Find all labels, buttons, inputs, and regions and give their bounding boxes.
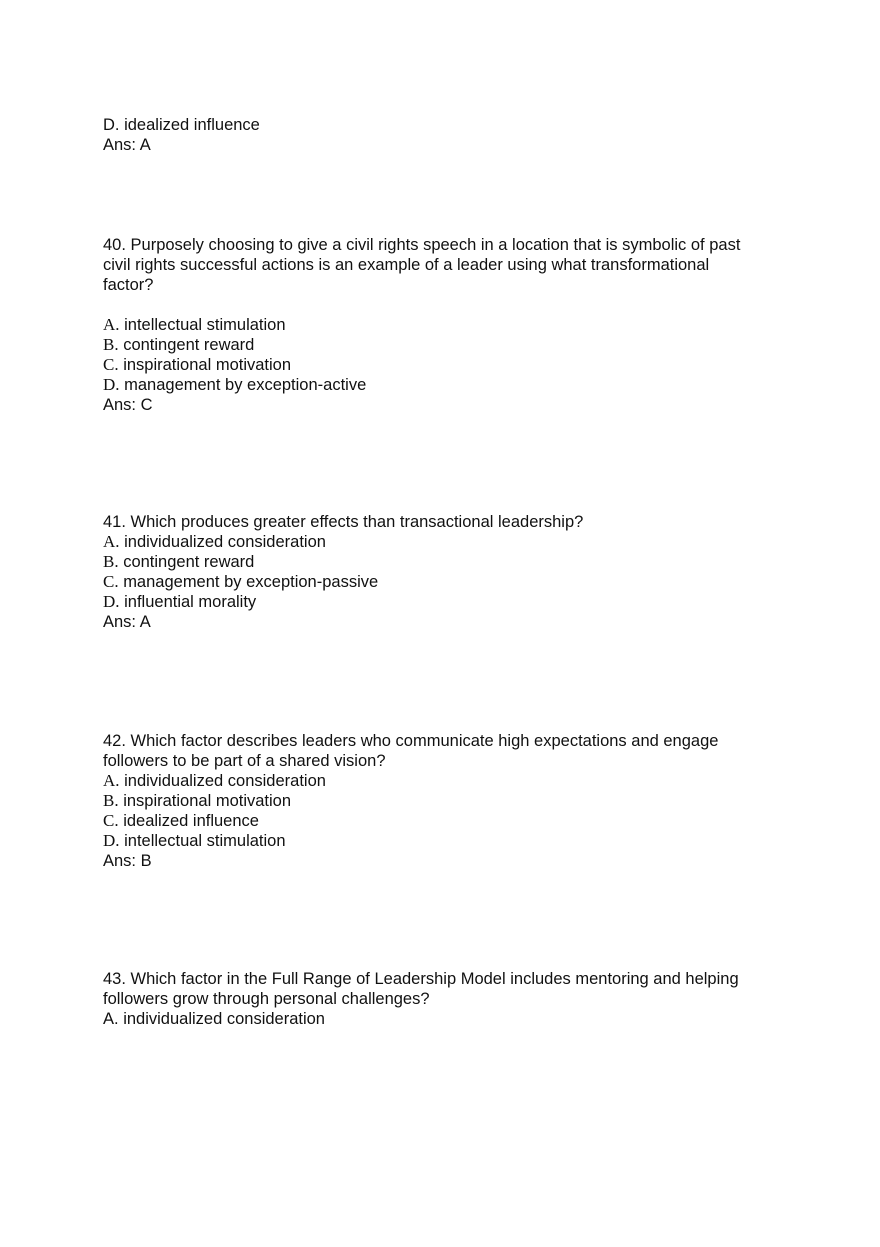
question-text-line: followers to be part of a shared vision? bbox=[103, 752, 386, 770]
question-text-line: civil rights successful actions is an example of a leader using what transformational bbox=[103, 256, 710, 274]
option-d: D. intellectual stimulation bbox=[103, 831, 286, 850]
previous-question-fragment bbox=[103, 115, 783, 155]
option-a: A. intellectual stimulation bbox=[103, 315, 286, 334]
question-text-line: followers grow through personal challenges? bbox=[103, 990, 430, 1008]
question-text-line: 41. Which produces greater effects than transactional leadership? bbox=[103, 513, 584, 531]
option-a: A. individualized consideration bbox=[103, 771, 326, 790]
question-text-line: 43. Which factor in the Full Range of Leadership Model includes mentoring and helping bbox=[103, 970, 739, 988]
answer: Ans: A bbox=[103, 136, 151, 154]
question-text-line: 40. Purposely choosing to give a civil rights speech in a location that is symbolic of past bbox=[103, 236, 741, 254]
question-40 bbox=[103, 235, 783, 415]
answer: Ans: C bbox=[103, 396, 153, 414]
option-c: C. management by exception-passive bbox=[103, 572, 379, 591]
option-c: C. idealized influence bbox=[103, 811, 259, 830]
question-text-line: 42. Which factor describes leaders who communicate high expectations and engage bbox=[103, 732, 719, 750]
option-c: C. inspirational motivation bbox=[103, 355, 292, 374]
option-b: B. inspirational motivation bbox=[103, 791, 292, 810]
option-b: B. contingent reward bbox=[103, 335, 255, 354]
question-41 bbox=[103, 512, 783, 632]
question-text-line: factor? bbox=[103, 276, 154, 294]
option-d: D. influential morality bbox=[103, 592, 257, 611]
option-a: A. individualized consideration bbox=[103, 532, 326, 551]
question-42 bbox=[103, 731, 783, 871]
answer: Ans: A bbox=[103, 613, 151, 631]
question-43 bbox=[103, 969, 783, 1029]
option-d: D. idealized influence bbox=[103, 116, 260, 134]
option-d: D. management by exception-active bbox=[103, 375, 367, 394]
answer: Ans: B bbox=[103, 852, 152, 870]
option-b: B. contingent reward bbox=[103, 552, 255, 571]
option-a: A. individualized consideration bbox=[103, 1010, 325, 1028]
